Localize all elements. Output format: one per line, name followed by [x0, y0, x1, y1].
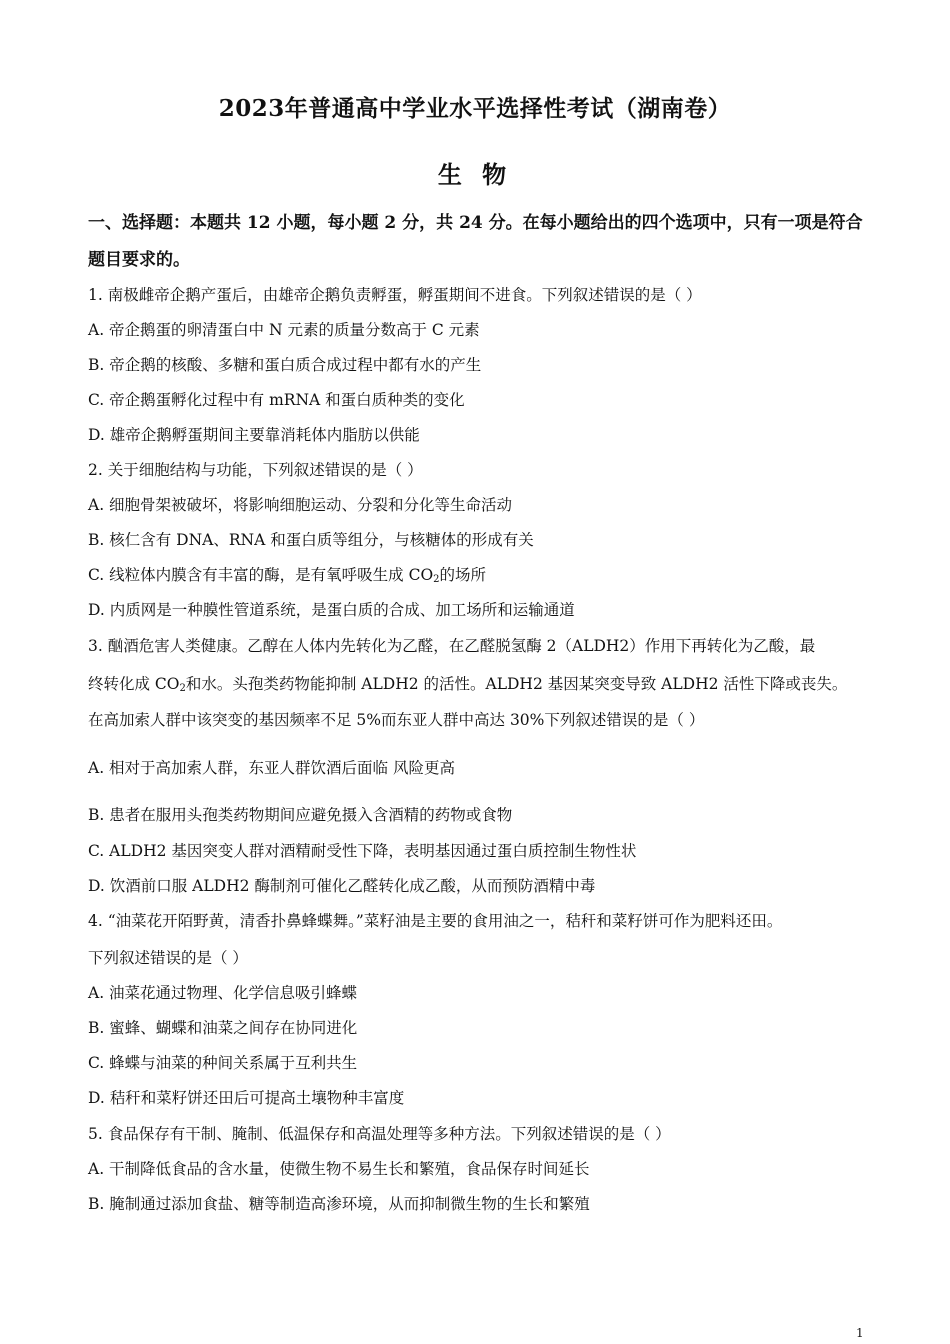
subject-title: 生 物 [437, 160, 513, 189]
exam-title: 2023年普通高中学业水平选择性考试（湖南卷） [218, 95, 732, 122]
option-text: 的场所 [439, 566, 487, 584]
question-4-option-b: B. 蜜蜂、蝴蝶和油菜之间存在协同进化 [88, 1019, 358, 1037]
stem-text: 和水。头孢类药物能抑制 ALDH2 的活性。ALDH2 基因某突变导致 ALDH2 活性下降或丧失。 [185, 675, 848, 693]
question-2-option-a: A. 细胞骨架被破坏，将影响细胞运动、分裂和分化等生命活动 [88, 496, 513, 514]
question-3-option-b: B. 患者在服用头孢类药物期间应避免摄入含酒精的药物或食物 [88, 806, 513, 824]
question-1-option-a: A. 帝企鹅蛋的卵清蛋白中 N 元素的质量分数高于 C 元素 [88, 321, 480, 339]
question-1-option-c: C. 帝企鹅蛋孵化过程中有 mRNA 和蛋白质种类的变化 [88, 391, 465, 409]
question-4-stem-line-1: 4. “油菜花开陌野黄，清香扑鼻蜂蝶舞。”菜籽油是主要的食用油之一，秸秆和菜籽饼可作为肥料还田。 [88, 912, 783, 930]
question-3-option-d: D. 饮酒前口服 ALDH2 酶制剂可催化乙醛转化成乙酸，从而预防酒精中毒 [88, 877, 596, 895]
question-2-stem: 2. 关于细胞结构与功能，下列叙述错误的是（ ） [88, 461, 423, 479]
question-3-stem-line-1: 3. 酗酒危害人类健康。乙醇在人体内先转化为乙醛，在乙醛脱氢酶 2（ALDH2）作用下再转化为乙酸，最 [88, 637, 816, 655]
question-3-stem-line-2 [88, 674, 847, 699]
option-text: C. 线粒体内膜含有丰富的酶，是有氧呼吸生成 CO [88, 566, 434, 584]
question-1-option-b: B. 帝企鹅的核酸、多糖和蛋白质合成过程中都有水的产生 [88, 356, 482, 374]
stem-text: 终转化成 CO [88, 675, 180, 693]
question-2-option-b: B. 核仁含有 DNA、RNA 和蛋白质等组分，与核糖体的形成有关 [88, 531, 534, 549]
page-number: 1 [856, 1326, 864, 1340]
question-4-stem-line-2: 下列叙述错误的是（ ） [88, 949, 248, 967]
question-3-option-a: A. 相对于高加索人群，东亚人群饮酒后面临 风险更高 [88, 759, 455, 777]
question-4-option-a: A. 油菜花通过物理、化学信息吸引蜂蝶 [88, 984, 358, 1002]
question-2-option-c [88, 565, 486, 590]
question-5-option-b: B. 腌制通过添加食盐、糖等制造高渗环境，从而抑制微生物的生长和繁殖 [88, 1195, 590, 1213]
question-5-option-a: A. 干制降低食品的含水量，使微生物不易生长和繁殖，食品保存时间延长 [88, 1160, 590, 1178]
question-2-option-d: D. 内质网是一种膜性管道系统，是蛋白质的合成、加工场所和运输通道 [88, 601, 575, 619]
question-3-option-c: C. ALDH2 基因突变人群对酒精耐受性下降，表明基因通过蛋白质控制生物性状 [88, 842, 637, 860]
question-3-stem-line-3: 在高加索人群中该突变的基因频率不足 5%而东亚人群中高达 30%下列叙述错误的是（ ） [88, 711, 705, 729]
subscript: 2 [179, 683, 186, 694]
question-4-option-d: D. 秸秆和菜籽饼还田后可提高土壤物种丰富度 [88, 1089, 405, 1107]
question-1-option-d: D. 雄帝企鹅孵蛋期间主要靠消耗体内脂肪以供能 [88, 426, 420, 444]
question-1-stem: 1. 南极雌帝企鹅产蛋后，由雄帝企鹅负责孵蛋，孵蛋期间不进食。下列叙述错误的是（ ） [88, 286, 702, 304]
question-5-stem: 5. 食品保存有干制、腌制、低温保存和高温处理等多种方法。下列叙述错误的是（ ） [88, 1125, 671, 1143]
section-heading: 一、选择题：本题共 12 小题，每小题 2 分，共 24 分。在每小题给出的四个选项中，只有一项是符合题目要求的。 [88, 213, 863, 270]
question-4-option-c: C. 蜂蝶与油菜的种间关系属于互利共生 [88, 1054, 358, 1072]
subscript: 2 [433, 574, 440, 585]
